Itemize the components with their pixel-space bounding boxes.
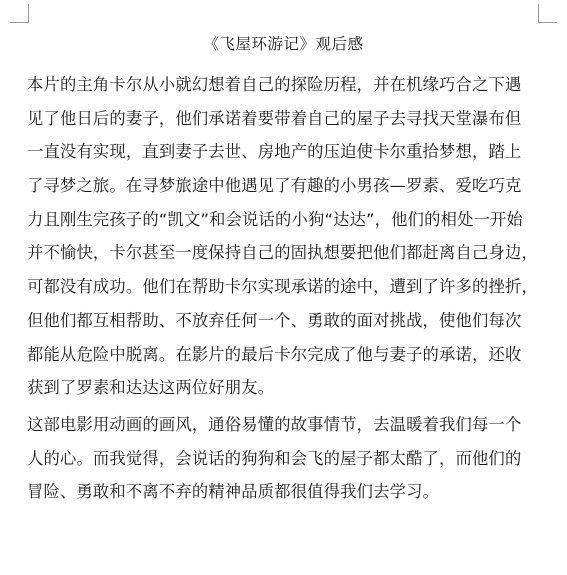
page-corner-mark-top-left	[10, 4, 29, 23]
text-line: 冒险、勇敢和不离不弃的精神品质都很值得我们去学习。	[27, 482, 440, 502]
text-line: 获到了罗素和达达这两位好朋友。	[27, 378, 275, 398]
document-body	[27, 68, 545, 509]
page-corner-mark-top-right	[538, 4, 557, 23]
text-line: 可都没有成功。他们在帮助卡尔实现承诺的途中，遭到了许多的挫折，	[27, 277, 538, 297]
paragraph-1	[27, 68, 545, 405]
text-line: 都能从危险中脱离。在影片的最后卡尔完成了他与妻子的承诺，还收	[27, 344, 522, 364]
text-line: 一直没有实现，直到妻子去世、房地产的压迫使卡尔重拾梦想，踏上	[27, 142, 522, 162]
paragraph-2	[27, 408, 545, 509]
text-line: 本片的主角卡尔从小就幻想着自己的探险历程，并在机缘巧合之下遇	[27, 75, 522, 94]
text-line: 这部电影用动画的画风，通俗易懂的故事情节，去温暖着我们每一个	[27, 414, 522, 434]
text-line: 见了他日后的妻子，他们承诺着要带着自己的屋子去寻找天堂瀑布但	[27, 108, 522, 128]
text-line: 人的心。而我觉得，会说话的狗狗和会飞的屋子都太酷了，而他们的	[27, 448, 522, 468]
text-line: 但他们都互相帮助、不放弃任何一个、勇敢的面对挑战，使他们每次	[27, 310, 522, 330]
text-line: 了寻梦之旅。在寻梦旅途中他遇见了有趣的小男孩—罗素、爱吃巧克	[27, 176, 522, 196]
document-title: 《飞屋环游记》观后感	[203, 35, 364, 53]
text-line: 并不愉快，卡尔甚至一度保持自己的固执想要把他们都赶离自己身边，	[27, 243, 538, 263]
text-line: 力且刚生完孩子的“凯文”和会说话的小狗“达达”，他们的相处一开始	[27, 209, 524, 229]
